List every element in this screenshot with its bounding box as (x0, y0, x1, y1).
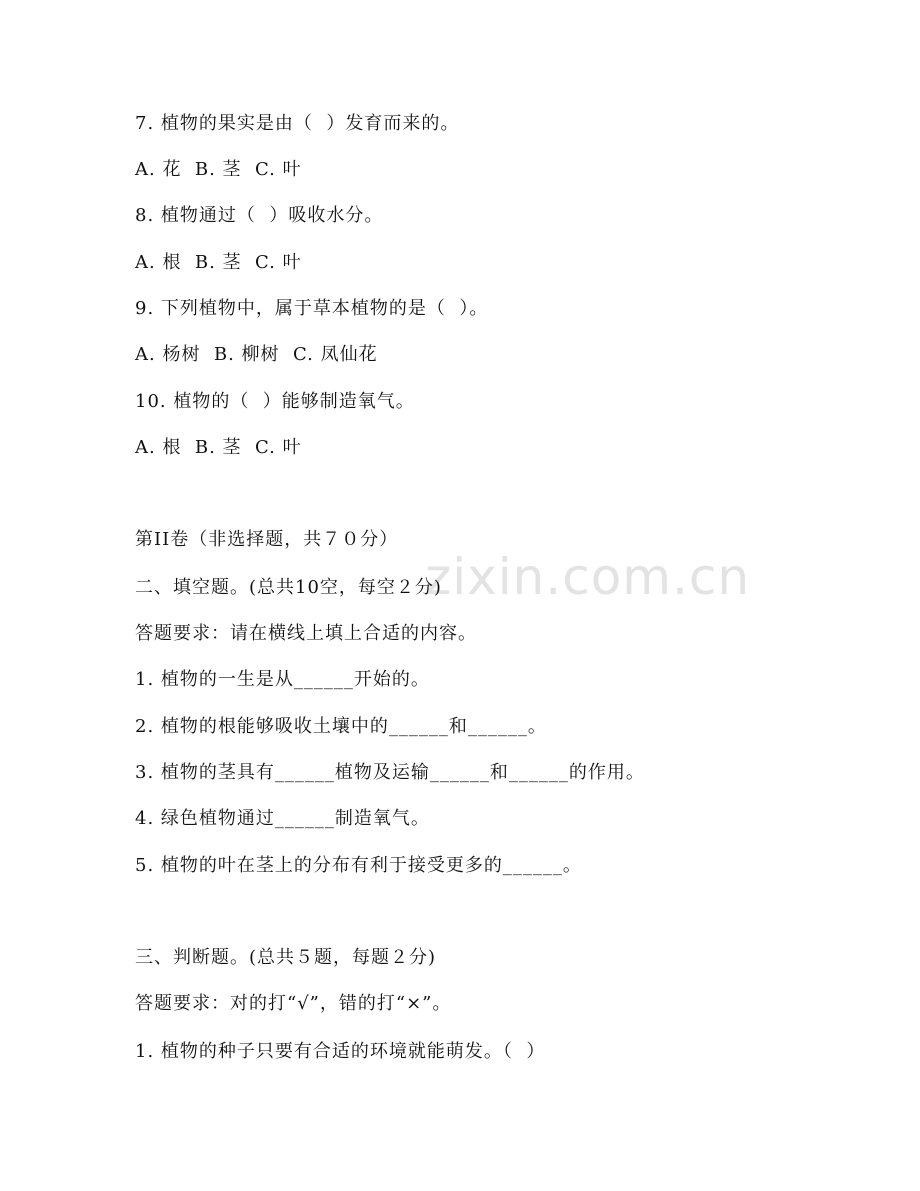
judgment-section-title: 三、判断题。(总共５题，每题２分) (135, 947, 437, 968)
watermark: zixin.com.cn (425, 548, 751, 606)
question-8: 8. 植物通过（ ）吸收水分。 (135, 205, 384, 226)
question-8-options: A. 根 B. 茎 C. 叶 (135, 252, 302, 273)
part-2-title: 第II卷（非选择题，共７０分） (135, 529, 399, 550)
fill-blank-item-3: 3. 植物的茎具有______植物及运输______和______的作用。 (135, 762, 645, 783)
question-9-options: A. 杨树 B. 柳树 C. 凤仙花 (135, 344, 378, 365)
fill-blank-item-1: 1. 植物的一生是从______开始的。 (135, 669, 430, 690)
question-7: 7. 植物的果实是由（ ）发育而来的。 (135, 113, 460, 134)
fill-blank-item-5: 5. 植物的叶在茎上的分布有利于接受更多的______。 (135, 855, 582, 876)
judgment-item-1: 1. 植物的种子只要有合适的环境就能萌发。（ ） (135, 1041, 546, 1062)
fill-blank-section-title: 二、填空题。(总共10空，每空２分) (135, 577, 442, 598)
fill-blank-item-4: 4. 绿色植物通过______制造氧气。 (135, 808, 430, 829)
question-10: 10. 植物的（ ）能够制造氧气。 (135, 391, 415, 412)
judgment-instructions: 答题要求：对的打“√”，错的打“×”。 (135, 993, 452, 1014)
question-9: 9. 下列植物中，属于草本植物的是（ ）。 (135, 298, 489, 319)
fill-blank-instructions: 答题要求：请在横线上填上合适的内容。 (135, 623, 477, 644)
fill-blank-item-2: 2. 植物的根能够吸收土壤中的______和______。 (135, 716, 547, 737)
question-10-options: A. 根 B. 茎 C. 叶 (135, 437, 302, 458)
question-7-options: A. 花 B. 茎 C. 叶 (135, 159, 302, 180)
